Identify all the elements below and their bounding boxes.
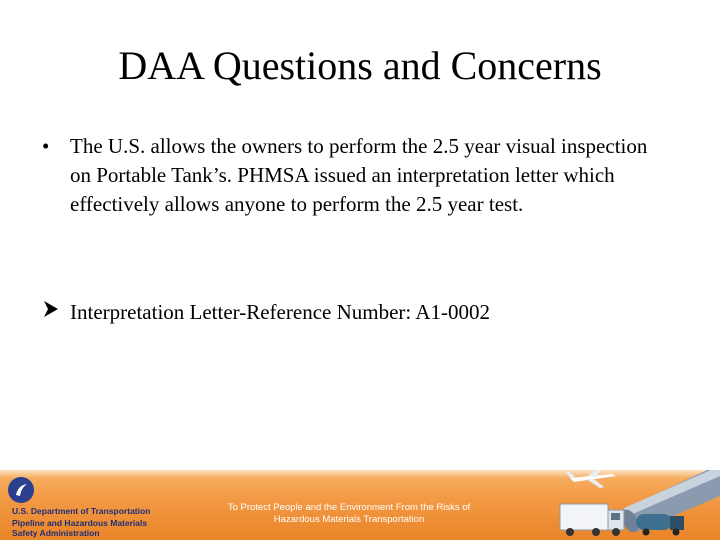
airplane-icon xyxy=(566,470,616,488)
arrow-bullet-item xyxy=(42,298,682,327)
transport-collage xyxy=(552,470,720,540)
tagline-line-1: To Protect People and the Environment From the Risks of xyxy=(227,502,471,513)
truck-icon xyxy=(560,504,624,536)
bullet-item xyxy=(42,132,652,219)
bullet-text: The U.S. allows the owners to perform the 2.5 year visual inspection on Portable Tank’s. PHMSA issued an interpretation letter which effectively allows anyone to perform the 2.5 year test. xyxy=(70,134,648,216)
footer-tagline xyxy=(226,502,472,526)
dot-logo-icon xyxy=(8,477,34,503)
slide-title: DAA Questions and Concerns xyxy=(118,43,602,88)
arrow-bullet-icon xyxy=(42,298,66,327)
tagline-line-2: Hazardous Materials Transportation xyxy=(273,514,425,525)
bullet-text: Interpretation Letter-Reference Number: A1-0002 xyxy=(70,300,490,324)
tanker-icon xyxy=(636,514,684,536)
footer-banner xyxy=(0,470,720,540)
org-line-3: Safety Administration xyxy=(12,528,100,538)
org-line-2: Pipeline and Hazardous Materials xyxy=(12,518,148,528)
bullet-marker: • xyxy=(42,134,50,158)
org-line-1: U.S. Department of Transportation xyxy=(12,506,151,516)
